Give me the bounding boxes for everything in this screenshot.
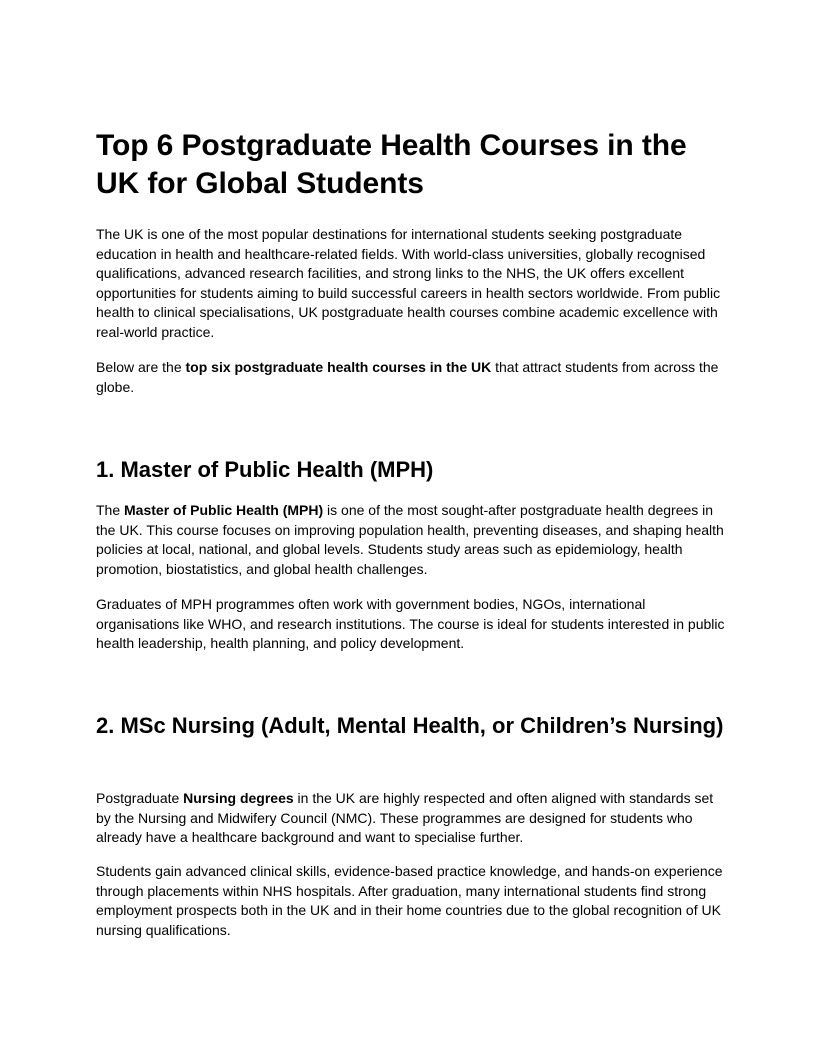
section-2-bold: Nursing degrees	[183, 790, 294, 806]
section-2-heading: 2. MSc Nursing (Adult, Mental Health, or Children’s Nursing)	[96, 713, 724, 738]
page-title: Top 6 Postgraduate Health Courses in the UK for Global Students	[96, 129, 687, 200]
intro-paragraph: The UK is one of the most popular destinations for international students seeking postgraduate education in health and healthcare-related fields. With world-class universities, globally recognised qualifications, advanced research facilities, and strong links to the NHS, the UK offers excellent opportunities for students aiming to build successful careers in health sectors worldwide. From public health to clinical specialisations, UK postgraduate health courses combine academic excellence with real-world practice.	[96, 226, 721, 340]
section-1-bold: Master of Public Health (MPH)	[124, 502, 324, 518]
section-2-text-start: Postgraduate	[96, 790, 184, 806]
section-1-text-end: is one of the most sought-after postgraduate health degrees in the UK. This course focuses on improving population health, preventing diseases, and shaping health policies at local, national, and global levels. Students study areas such as epidemiology, health promotion, biostatistics, and global health challenges.	[96, 502, 724, 577]
intro-summary-bold: top six postgraduate health courses in the UK	[185, 359, 492, 375]
section-1-paragraph-2: Graduates of MPH programmes often work with government bodies, NGOs, international organisations like WHO, and research institutions. The course is ideal for students interested in public health leadership, health planning, and policy development.	[96, 596, 725, 651]
intro-summary-paragraph	[96, 358, 726, 397]
section-1-text-start: The	[96, 502, 125, 518]
section-2-paragraph-2: Students gain advanced clinical skills, evidence-based practice knowledge, and hands-on experience through placements within NHS hospitals. After graduation, many international students find strong employment prospects both in the UK and in their home countries due to the global recognition of UK nursing qualifications.	[96, 863, 723, 938]
section-1-heading: 1. Master of Public Health (MPH)	[96, 457, 434, 482]
intro-summary-text-start: Below are the	[96, 359, 186, 375]
section-2-paragraph-1	[96, 789, 726, 848]
intro-summary-text-end: that attract students from across the globe.	[96, 359, 719, 395]
section-1-paragraph-1	[96, 501, 726, 579]
section-2-text-end: in the UK are highly respected and often aligned with standards set by the Nursing and Midwifery Council (NMC). These programmes are designed for students who already have a healthcare background and want to specialise further.	[96, 790, 714, 845]
